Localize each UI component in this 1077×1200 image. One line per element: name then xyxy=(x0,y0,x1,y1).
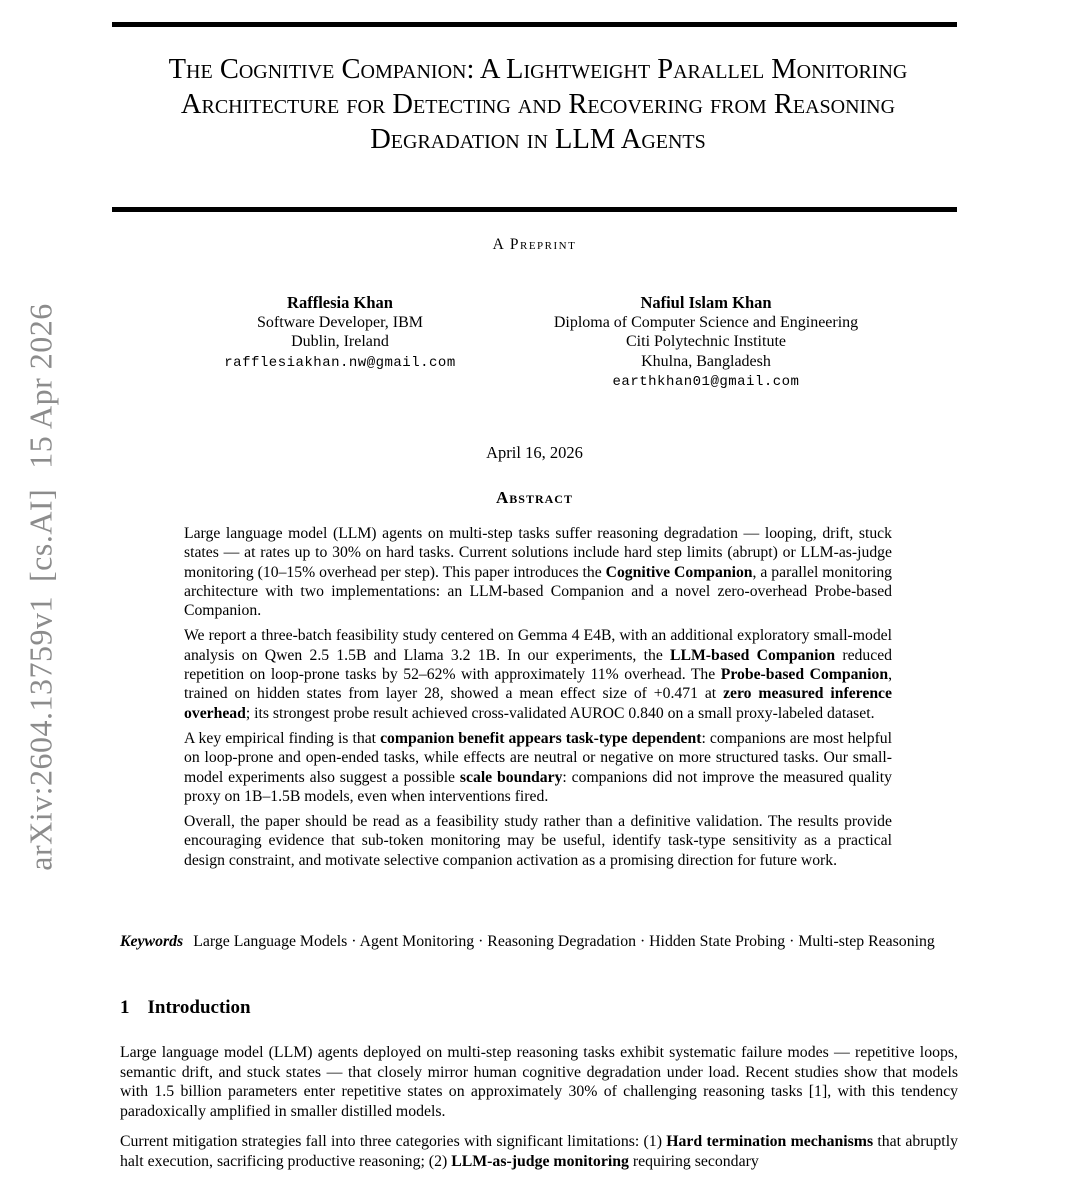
abstract-paragraph-4: Overall, the paper should be read as a feasibility study rather than a definitive validation. The results provide encouraging evidence that sub-token monitoring may be useful, identify task-type sensitivity as a practical design constraint, and motivate selective companion activation as a promising direction for future work. xyxy=(184,813,892,869)
keywords-label: Keywords xyxy=(120,933,184,950)
abstract-heading: Abstract xyxy=(496,488,573,507)
publication-date: April 16, 2026 xyxy=(486,443,583,462)
author-affiliation-line: Dublin, Ireland xyxy=(291,333,389,350)
section-number: 1 xyxy=(120,997,130,1018)
author-email: earthkhan01@gmail.com xyxy=(612,374,800,390)
abstract-body xyxy=(184,524,892,876)
introduction-body xyxy=(120,1043,958,1183)
author-affiliation-line: Khulna, Bangladesh xyxy=(641,352,771,370)
section-title: Introduction xyxy=(147,997,251,1018)
section-heading-introduction xyxy=(120,997,251,1019)
introduction-paragraph-2: Current mitigation strategies fall into three categories with significant limitations: (1) Hard termination mechanisms that abruptly halt execution, sacrificing productive reasoning; (2) LLM-as-judge monitoring requiring secondary xyxy=(120,1133,958,1170)
paper-title: The Cognitive Companion: A Lightweight Parallel Monitoring Architecture for Detecting and Recovering from Reasoning Degradation in LLM Agents xyxy=(168,54,908,155)
author-affiliation-line: Diploma of Computer Science and Engineering xyxy=(553,313,859,331)
keywords-line xyxy=(120,932,958,952)
author-block-1 xyxy=(140,293,540,373)
author-block-2 xyxy=(506,293,906,393)
top-rule xyxy=(112,22,957,27)
abstract-paragraph-1: Large language model (LLM) agents on multi-step tasks suffer reasoning degradation — looping, drift, stuck states — at rates up to 30% on hard tasks. Current solutions include hard step limits (abrupt) or LLM-as-judge monitoring (10–15% overhead per step). This paper introduces the Cognitive Companion, a parallel monitoring architecture with two implementations: an LLM-based Companion and a novel zero-overhead Probe-based Companion. xyxy=(184,525,893,620)
preprint-label: A Preprint xyxy=(492,236,577,253)
arxiv-date: 15 Apr 2026 xyxy=(22,303,59,469)
abstract-paragraph-2: We report a three-batch feasibility study centered on Gemma 4 E4B, with an additional exploratory small-model analysis on Qwen 2.5 1.5B and Llama 3.2 1B. In our experiments, the LLM-based Companion reduced repetition on loop-prone tasks by 52–62% with approximately 11% overhead. The Probe-based Companion, trained on hidden states from layer 28, showed a mean effect size of +0.471 at zero measured inference overhead; its strongest probe result achieved cross-validated AUROC 0.840 on a small proxy-labeled dataset. xyxy=(184,627,892,722)
title-rule xyxy=(112,207,957,212)
author-name: Rafflesia Khan xyxy=(287,293,393,312)
author-email: rafflesiakhan.nw@gmail.com xyxy=(224,354,456,371)
author-affiliation-line: Citi Polytechnic Institute xyxy=(626,333,786,350)
abstract-paragraph-3: A key empirical finding is that companion benefit appears task-type dependent: companions are most helpful on loop-prone and open-ended tasks, while effects are neutral or negative on more structured tasks. Our small-model experiments also suggest a possible scale boundary: companions did not improve the measured quality proxy on 1B–1.5B models, even when interventions fired. xyxy=(184,729,893,805)
arxiv-id: arXiv:2604.13759v1 xyxy=(22,595,59,871)
keywords-list: Large Language Models · Agent Monitoring · Reasoning Degradation · Hidden State Probing · Multi-step Reasoning xyxy=(193,933,935,950)
introduction-paragraph-1: Large language model (LLM) agents deployed on multi-step reasoning tasks exhibit systematic failure modes — repetitive loops, semantic drift, and stuck states — that closely mirror human cognitive degradation under load. Recent studies show that models with 1.5 billion parameters enter repetitive states on approximately 30% of challenging reasoning tasks [1], with this tendency paradoxically amplified in smaller distilled models. xyxy=(120,1044,958,1120)
author-name: Nafiul Islam Khan xyxy=(640,293,772,312)
arxiv-category: [cs.AI] xyxy=(22,488,59,582)
author-affiliation-line: Software Developer, IBM xyxy=(257,313,423,331)
arxiv-watermark xyxy=(23,303,60,870)
